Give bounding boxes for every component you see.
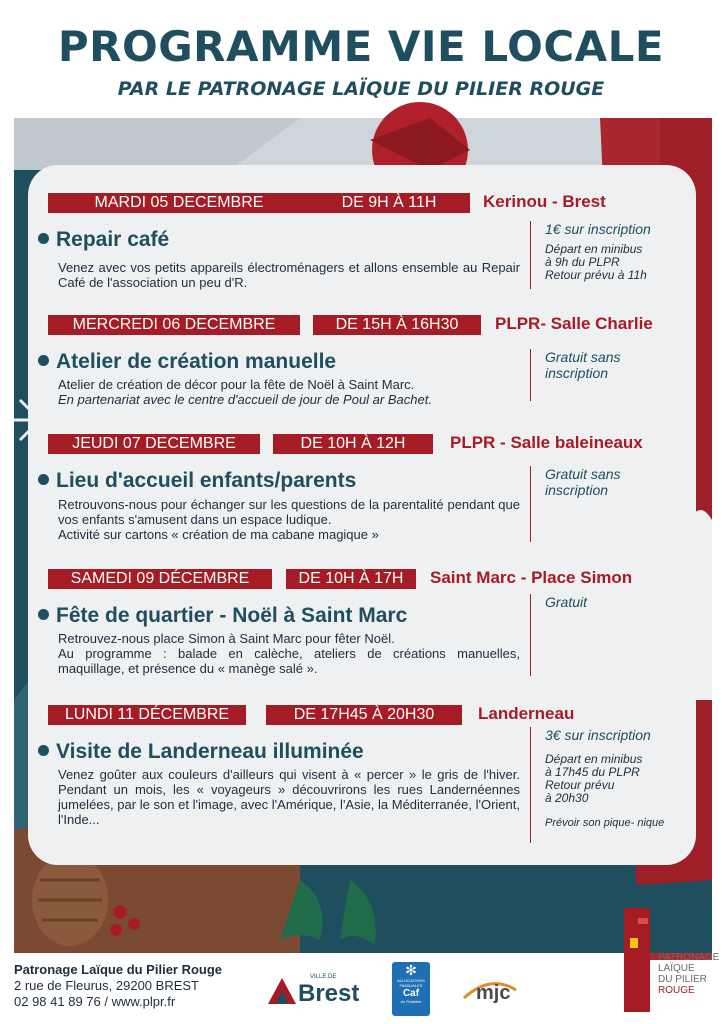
footer-address: 2 rue de Fleurus, 29200 BREST [14, 978, 199, 993]
desc-line: Atelier de création de décor pour la fête de Noël à Saint Marc. [58, 377, 415, 392]
event-price-note: 3€ sur inscription [545, 727, 651, 743]
event-detail: Départ en minibus [545, 242, 643, 256]
event-price-note: 1€ sur inscription [545, 221, 651, 237]
brest-logo-small: VILLE DE [310, 974, 337, 980]
event-date-badge: LUNDI 11 DÉCEMBRE [48, 705, 246, 725]
brest-logo [268, 972, 360, 1008]
event-time-badge: DE 10H À 17H [286, 569, 416, 589]
event-date-badge: MERCREDI 06 DECEMBRE [48, 315, 300, 335]
page-title: PROGRAMME VIE LOCALE [57, 22, 665, 71]
desc-line: Venez goûter aux couleurs d'ailleurs qui visent à « percer » le gris de l'hiver. Pendant un mois, les « voyageurs » découvrirons les rues Landernéennes jumelées, par le son et l'image, avec l'Amérique, l'Asie, la Méditerranée, l'Orient, l'Inde... [58, 767, 520, 827]
footer-contact [14, 962, 222, 1010]
pine-cone-icon [32, 854, 108, 946]
event-side-info [530, 594, 587, 676]
event-title [38, 228, 169, 252]
event-detail: à 20h30 [545, 791, 589, 805]
event-detail: à 9h du PLPR [545, 255, 620, 269]
event-title-text: Visite de Landerneau illuminée [56, 740, 364, 763]
event-time-badge: DE 9H À 11H [308, 193, 470, 213]
bullet-icon [38, 355, 49, 366]
event-title-text: Lieu d'accueil enfants/parents [56, 469, 357, 492]
plpr-brand-text [658, 952, 719, 996]
caf-logo-text: Caf [402, 988, 420, 999]
event-price-note: Gratuit sans inscription [545, 349, 621, 381]
event-date-badge: JEUDI 07 DECEMBRE [48, 434, 260, 454]
brand-line: LAÏQUE [658, 963, 695, 974]
event-description [58, 260, 520, 290]
event-price-note: Gratuit [545, 594, 588, 610]
event-date-badge: SAMEDI 09 DÉCEMBRE [48, 569, 272, 589]
mjc-logo [458, 972, 522, 1008]
caf-star-icon: ✻ [405, 962, 417, 978]
desc-line: Venez avec vos petits appareils électroménagers et allons ensemble au Repair Café de l'association un peu d'R. [58, 260, 520, 290]
event-description [58, 631, 520, 676]
pilier-rouge-icon [622, 908, 652, 1012]
event-date-badge: MARDI 05 DECEMBRE [48, 193, 310, 213]
event-description [58, 377, 520, 407]
brand-line: PATRONAGE [658, 952, 720, 963]
bullet-icon [38, 745, 49, 756]
brest-logo-text: Brest [298, 980, 360, 1007]
event-title [38, 604, 407, 628]
brest-mark-icon [268, 976, 296, 1006]
event-side-info [530, 221, 651, 289]
event-detail: Départ en minibus [545, 752, 643, 766]
event-title [38, 350, 336, 374]
caf-logo [392, 962, 430, 1016]
event-price-note: Gratuit sans inscription [545, 466, 621, 498]
event-time-badge: DE 17H45 À 20H30 [266, 705, 462, 725]
event-place: Saint Marc - Place Simon [430, 568, 633, 587]
event-place: PLPR- Salle Charlie [495, 314, 653, 333]
event-side-info [530, 349, 660, 401]
brand-line: ROUGE [658, 985, 695, 996]
event-place: Kerinou - Brest [483, 192, 606, 211]
event-side-info [530, 466, 660, 542]
brand-line: DU PILIER [658, 974, 707, 985]
event-title-text: Repair café [56, 228, 170, 251]
desc-line: Retrouvez-nous place Simon à Saint Marc pour fêter Noël. [58, 631, 395, 646]
bullet-icon [38, 474, 49, 485]
caf-logo-line: FAMILIALES [399, 983, 423, 988]
plpr-logo-mark [622, 908, 652, 1012]
event-time-badge: DE 15H À 16H30 [313, 315, 481, 335]
desc-line: En partenariat avec le centre d'accueil de jour de Poul ar Bachet. [58, 392, 432, 407]
event-title-text: Atelier de création manuelle [56, 350, 337, 373]
bullet-icon [38, 233, 49, 244]
event-description [58, 497, 520, 542]
desc-line: Activité sur cartons « création de ma cabane magique » [58, 527, 379, 542]
event-extra-note: Prévoir son pique- nique [545, 817, 665, 829]
event-time-badge: DE 10H À 12H [273, 434, 433, 454]
desc-line: Retrouvons-nous pour échanger sur les questions de la parentalité pendant que vos enfants s'amusent dans un espace ludique. [58, 497, 520, 527]
event-title [38, 469, 356, 493]
event-detail: à 17h45 du PLPR [545, 765, 640, 779]
caf-logo-line: du Finistère [400, 999, 422, 1004]
page-subtitle: PAR LE PATRONAGE LAÏQUE DU PILIER ROUGE [117, 78, 605, 100]
desc-line: Au programme : balade en calèche, ateliers de créations manuelles, maquillage, et présence du « manège salé ». [58, 646, 520, 676]
event-detail: Retour prévu [545, 778, 615, 792]
footer-org-name: Patronage Laïque du Pilier Rouge [14, 962, 223, 977]
event-place: Landerneau [478, 704, 575, 723]
event-title [38, 740, 364, 764]
event-detail: Retour prévu à 11h [545, 268, 647, 282]
event-side-info [530, 727, 664, 843]
mjc-logo-text: mjc [476, 982, 511, 1004]
caf-logo-line: ALLOCATIONS [397, 978, 425, 983]
event-place: PLPR - Salle baleineaux [450, 433, 643, 452]
footer-phone-website: 02 98 41 89 76 / www.plpr.fr [14, 994, 176, 1009]
event-title-text: Fête de quartier - Noël à Saint Marc [56, 604, 408, 627]
event-description [58, 767, 520, 827]
bullet-icon [38, 609, 49, 620]
